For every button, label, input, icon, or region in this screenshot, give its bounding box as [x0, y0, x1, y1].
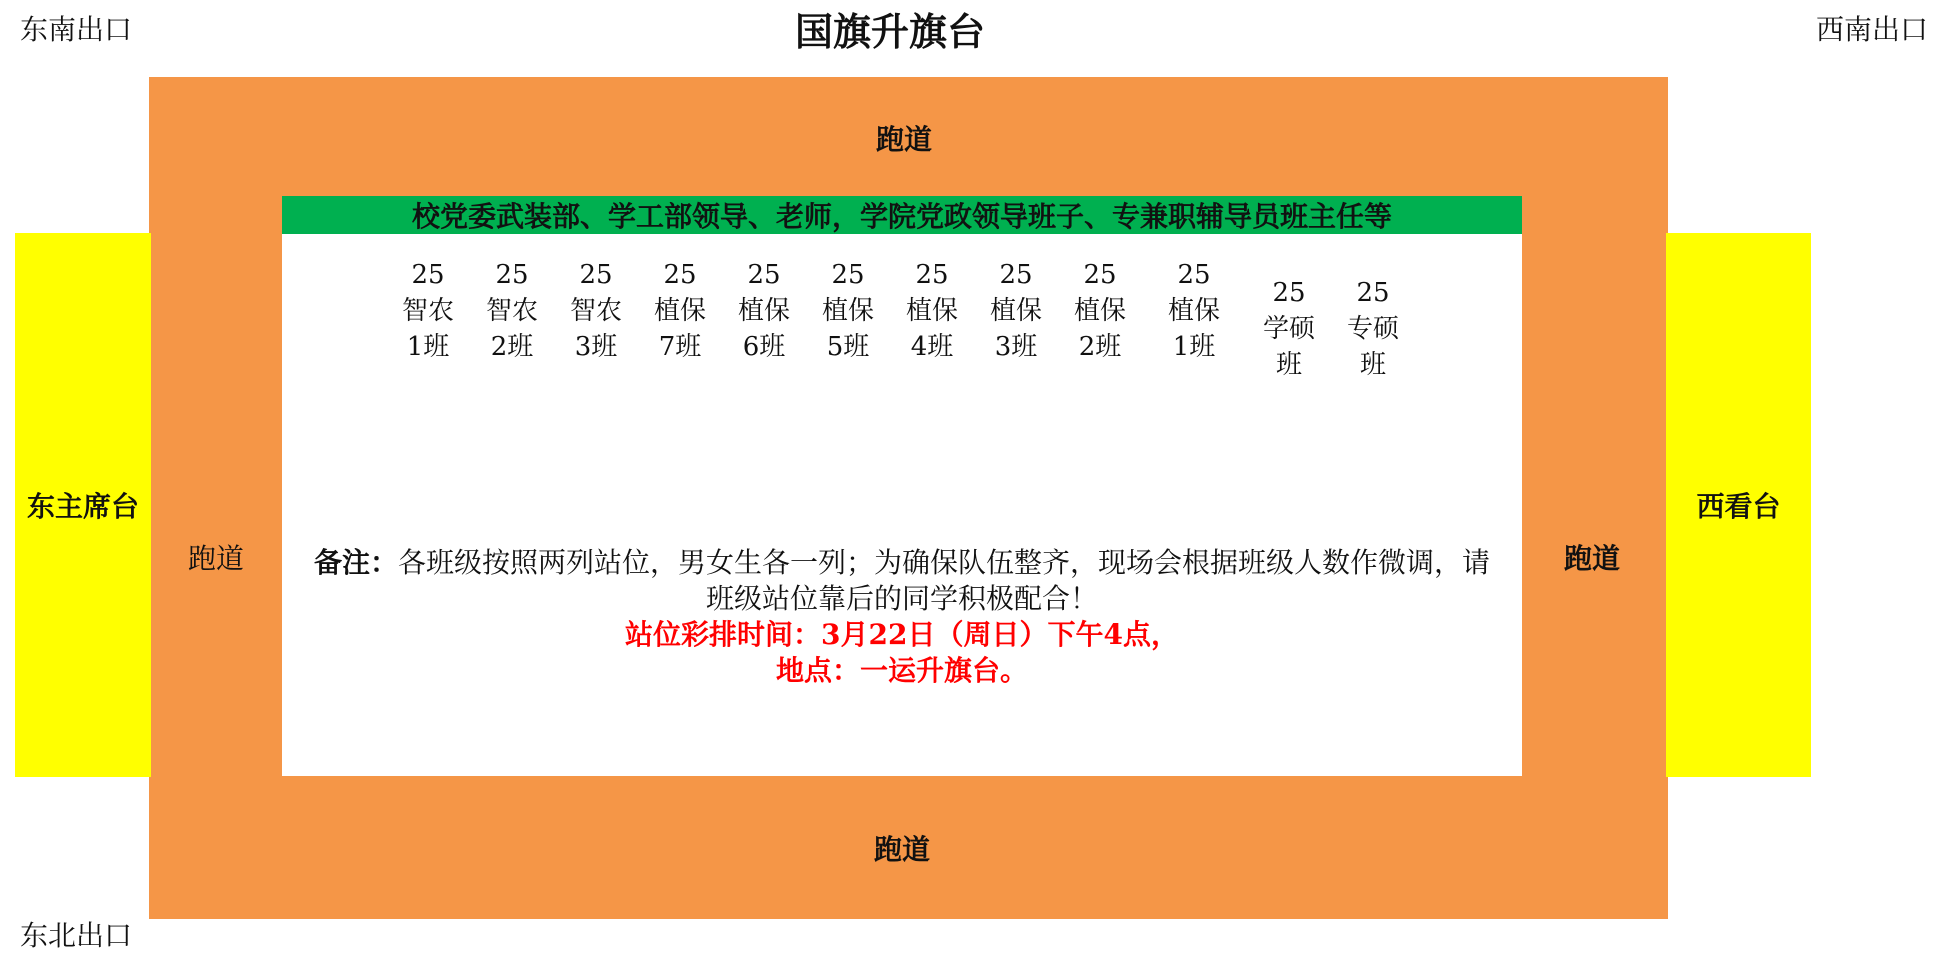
note-block — [310, 545, 1494, 689]
note-prefix: 备注： — [313, 546, 398, 579]
rehearsal-location: 地点：一运升旗台。 — [775, 654, 1028, 687]
track-label-left: 跑道 — [188, 542, 245, 575]
class-column: 25植保4班 — [905, 260, 958, 362]
page-title: 国旗升旗台 — [794, 9, 985, 54]
class-column: 25智农3班 — [569, 260, 622, 362]
track-label-bottom: 跑道 — [874, 833, 931, 866]
class-column: 25植保7班 — [653, 260, 706, 362]
note-text: 各班级按照两列站位，男女生各一列；为确保队伍整齐，现场会根据班级人数作微调，请班级站位靠后的同学积极配合！ — [398, 546, 1491, 615]
track-label-top: 跑道 — [876, 123, 933, 156]
class-column: 25智农2班 — [485, 260, 538, 362]
rehearsal-time: 站位彩排时间：3月22日（周日）下午4点， — [625, 618, 1179, 651]
west-stand-label: 西看台 — [1696, 490, 1781, 523]
track-label-right: 跑道 — [1564, 542, 1621, 575]
west-stand — [1666, 233, 1811, 777]
class-column: 25植保6班 — [737, 260, 790, 362]
southeast-exit-label: 东南出口 — [20, 13, 133, 46]
southwest-exit-label: 西南出口 — [1816, 13, 1929, 46]
class-column: 25植保5班 — [821, 260, 874, 362]
class-column: 25学硕班 — [1262, 278, 1315, 380]
inner-field — [282, 196, 1522, 776]
east-stand-label: 东主席台 — [26, 490, 139, 523]
northeast-exit-label: 东北出口 — [20, 919, 133, 952]
class-column: 25专硕班 — [1346, 278, 1399, 380]
class-column: 25植保2班 — [1073, 260, 1126, 362]
class-column: 25植保1班 — [1167, 260, 1220, 362]
east-main-stand — [15, 233, 151, 777]
leaders-bar: 校党委武装部、学工部领导、老师，学院党政领导班子、专兼职辅导员班主任等 — [282, 196, 1522, 234]
class-column: 25植保3班 — [989, 260, 1042, 362]
class-column: 25智农1班 — [401, 260, 454, 362]
